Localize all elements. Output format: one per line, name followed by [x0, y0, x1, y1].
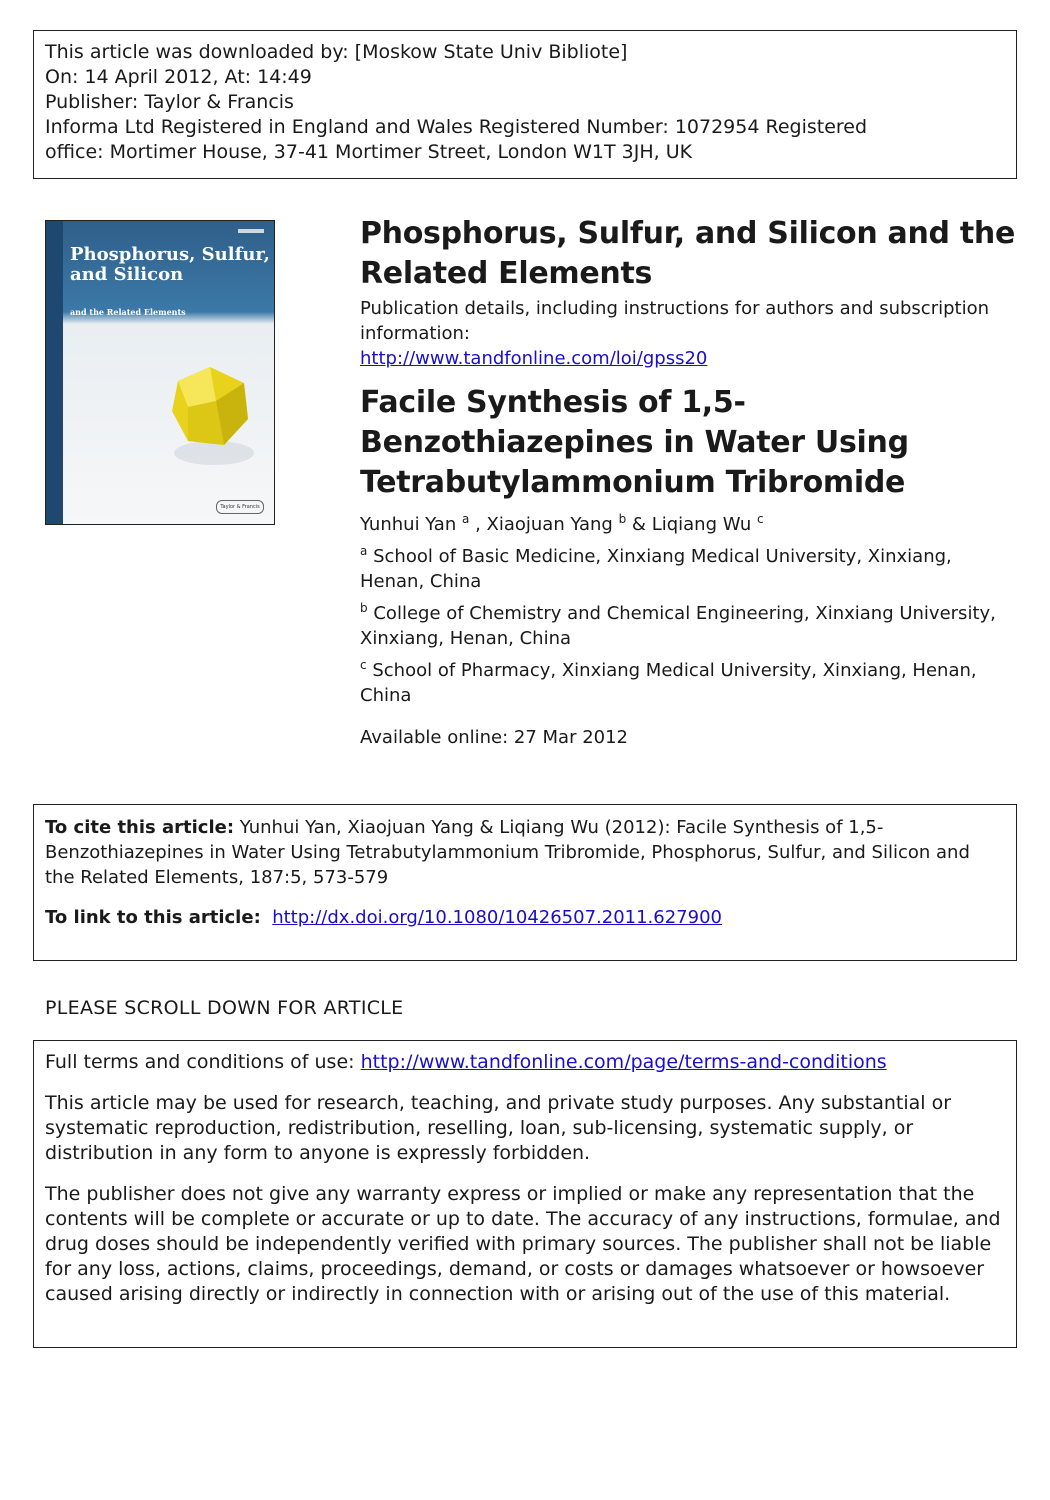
author-affiliation-mark: c	[757, 512, 764, 526]
author-name: Liqiang Wu	[651, 514, 752, 535]
affiliation-mark: c	[360, 658, 367, 672]
cover-title: Phosphorus, Sulfur, and Silicon	[70, 244, 270, 285]
citation	[45, 815, 1005, 890]
author-list	[360, 513, 1020, 537]
affiliation	[360, 544, 1020, 594]
cover-subtitle: and the Related Elements	[70, 307, 186, 317]
download-notice-box	[33, 30, 1017, 179]
citation-box	[33, 804, 1017, 961]
journal-link[interactable]: http://www.tandfonline.com/loi/gpss20	[360, 348, 708, 369]
citation-text: Yunhui Yan, Xiaojuan Yang & Liqiang Wu (2012): Facile Synthesis of 1,5-Benzothiazepines in Water Using Tetrabutylammonium Tribromide, Phosphorus, Sulfur, and Silicon and the Related Elements, 187:5, 573-579	[45, 817, 970, 888]
download-line: On: 14 April 2012, At: 14:49	[45, 66, 312, 88]
article-link-label: To link to this article:	[45, 907, 261, 928]
author-affiliation-mark: a	[461, 512, 470, 526]
author-name: Yunhui Yan	[360, 514, 457, 535]
citation-label: To cite this article:	[45, 817, 235, 838]
download-line: This article was downloaded by: [Moskow State Univ Bibliote]	[45, 41, 628, 63]
download-line: Informa Ltd Registered in England and Wales Registered Number: 1072954 Registered	[45, 116, 868, 138]
cover-issn-label	[238, 229, 264, 233]
article-link-line	[45, 905, 1005, 930]
terms-paragraph-warranty: The publisher does not give any warranty express or implied or make any representation that the contents will be complete or accurate or up to date. The accuracy of any instructions, formulae, and drug doses should be independently verified with primary sources. The publisher shall not be liable for any loss, actions, claims, proceedings, demand, or costs or damages whatsoever or howsoever caused arising directly or indirectly in connection with or arising out of the use of this material.	[45, 1183, 1001, 1305]
journal-cover-image	[45, 220, 275, 525]
publication-details-text: Publication details, including instructions for authors and subscription information:	[360, 298, 990, 344]
affiliation-text: School of Pharmacy, Xinxiang Medical University, Xinxiang, Henan, China	[360, 660, 977, 706]
download-line: Publisher: Taylor & Francis	[45, 91, 294, 113]
doi-link[interactable]: http://dx.doi.org/10.1080/10426507.2011.627900	[272, 907, 722, 928]
available-online: Available online: 27 Mar 2012	[360, 727, 629, 748]
author-separator: &	[626, 514, 652, 535]
affiliation-mark: b	[360, 601, 368, 615]
download-line: office: Mortimer House, 37-41 Mortimer Street, London W1T 3JH, UK	[45, 141, 693, 163]
journal-header	[360, 214, 1020, 750]
journal-title: Phosphorus, Sulfur, and Silicon and the Related Elements	[360, 216, 1016, 291]
affiliation-text: School of Basic Medicine, Xinxiang Medical University, Xinxiang, Henan, China	[360, 546, 952, 592]
affiliation	[360, 601, 1020, 651]
author-name: Xiaojuan Yang	[486, 514, 613, 535]
affiliation-mark: a	[360, 544, 368, 558]
article-title: Facile Synthesis of 1,5-Benzothiazepines in Water Using Tetrabutylammonium Tribromide	[360, 385, 909, 500]
author-affiliation-mark: b	[618, 512, 627, 526]
terms-paragraph-usage: This article may be used for research, teaching, and private study purposes. Any substantial or systematic reproduction, redistribution, reselling, loan, sub-licensing, systematic supply, or distribution in any form to anyone is expressly forbidden.	[45, 1092, 952, 1164]
crystal-image	[164, 361, 254, 471]
terms-label: Full terms and conditions of use:	[45, 1051, 355, 1073]
publication-details	[360, 296, 1020, 371]
cover-publisher-logo: Taylor & Francis	[216, 500, 264, 514]
affiliation	[360, 658, 1020, 708]
affiliation-text: College of Chemistry and Chemical Engineering, Xinxiang University, Xinxiang, Henan, China	[360, 603, 996, 649]
terms-line	[45, 1050, 1005, 1075]
cover-spine	[46, 221, 63, 524]
author-separator: ,	[469, 514, 487, 535]
terms-link[interactable]: http://www.tandfonline.com/page/terms-and-conditions	[360, 1051, 887, 1073]
terms-box	[33, 1040, 1017, 1348]
scroll-down-note: PLEASE SCROLL DOWN FOR ARTICLE	[45, 997, 404, 1019]
